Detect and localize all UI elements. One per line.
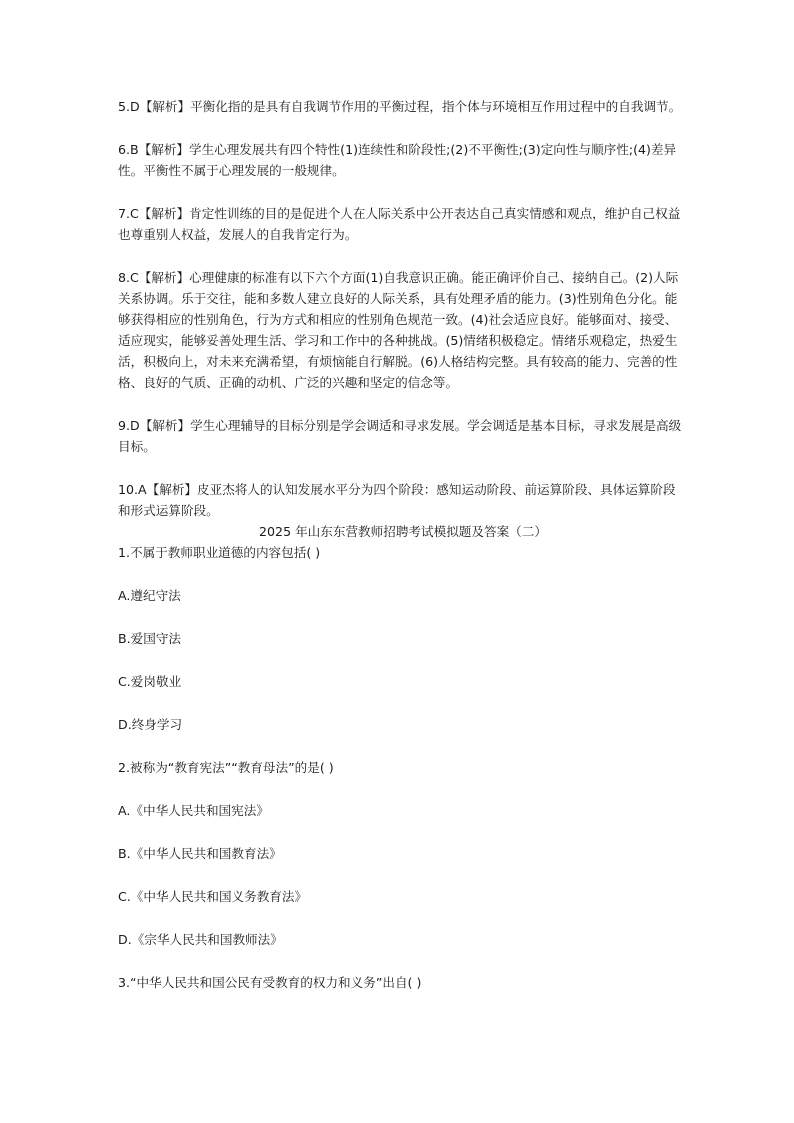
answer-q10: 10.A【解析】皮亚杰将人的认知发展水平分为四个阶段：感知运动阶段、前运算阶段、具体运算阶段和形式运算阶段。 bbox=[118, 482, 676, 518]
answer-q9: 9.D【解析】学生心理辅导的目标分别是学会调适和寻求发展。学会调适是基本目标，寻求发展是高级目标。 bbox=[118, 418, 682, 454]
question-2-stem: 2.被称为“教育宪法”“教育母法”的是( ) bbox=[118, 760, 334, 775]
question-1-stem: 1.不属于教师职业道德的内容包括( ) bbox=[118, 545, 321, 560]
question-3-stem: 3.“中华人民共和国公民有受教育的权力和义务”出自( ) bbox=[118, 975, 422, 990]
question-2-option-d: D.《宗华人民共和国教师法》 bbox=[118, 932, 283, 947]
answer-q7: 7.C【解析】肯定性训练的目的是促进个人在人际关系中公开表达自己真实情感和观点，维护自己权益也尊重别人权益，发展人的自我肯定行为。 bbox=[118, 206, 681, 242]
answer-q5: 5.D【解析】平衡化指的是具有自我调节作用的平衡过程，指个体与环境相互作用过程中的自我调节。 bbox=[118, 99, 682, 114]
question-1-option-a: A.遵纪守法 bbox=[118, 588, 181, 603]
question-1-option-c: C.爱岗敬业 bbox=[118, 674, 182, 689]
question-1-option-b: B.爱国守法 bbox=[118, 631, 182, 646]
answer-q8: 8.C【解析】心理健康的标准有以下六个方面(1)自我意识正确。能正确评价自己、接纳自己。(2)人际关系协调。乐于交往，能和多数人建立良好的人际关系，具有处理矛盾的能力。(3)性别角色分化。能够获得相应的性别角色，行为方式和相应的性别角色规范一致。(4)社会适应良好。能够面对、接受、适应现实，能够妥善处理生活、学习和工作中的各种挑战。(5)情绪积极稳定。情绪乐观稳定，热爱生活，积极向上，对未来充满希望，有烦恼能自行解脱。(6)人格结构完整。具有较高的能力、完善的性格、良好的气质、正确的动机、广泛的兴趣和坚定的信念等。 bbox=[118, 270, 679, 390]
question-2-option-a: A.《中华人民共和国宪法》 bbox=[118, 803, 269, 818]
question-1-option-d: D.终身学习 bbox=[118, 717, 183, 732]
answer-q6: 6.B【解析】学生心理发展共有四个特性(1)连续性和阶段性;(2)不平衡性;(3)定向性与顺序性;(4)差异性。平衡性不属于心理发展的一般规律。 bbox=[118, 142, 677, 178]
section-title: 2025 年山东东营教师招聘考试模拟题及答案（二） bbox=[259, 524, 547, 539]
document-page bbox=[118, 96, 688, 993]
question-2-option-b: B.《中华人民共和国教育法》 bbox=[118, 846, 282, 861]
question-2-option-c: C.《中华人民共和国义务教育法》 bbox=[118, 889, 308, 904]
